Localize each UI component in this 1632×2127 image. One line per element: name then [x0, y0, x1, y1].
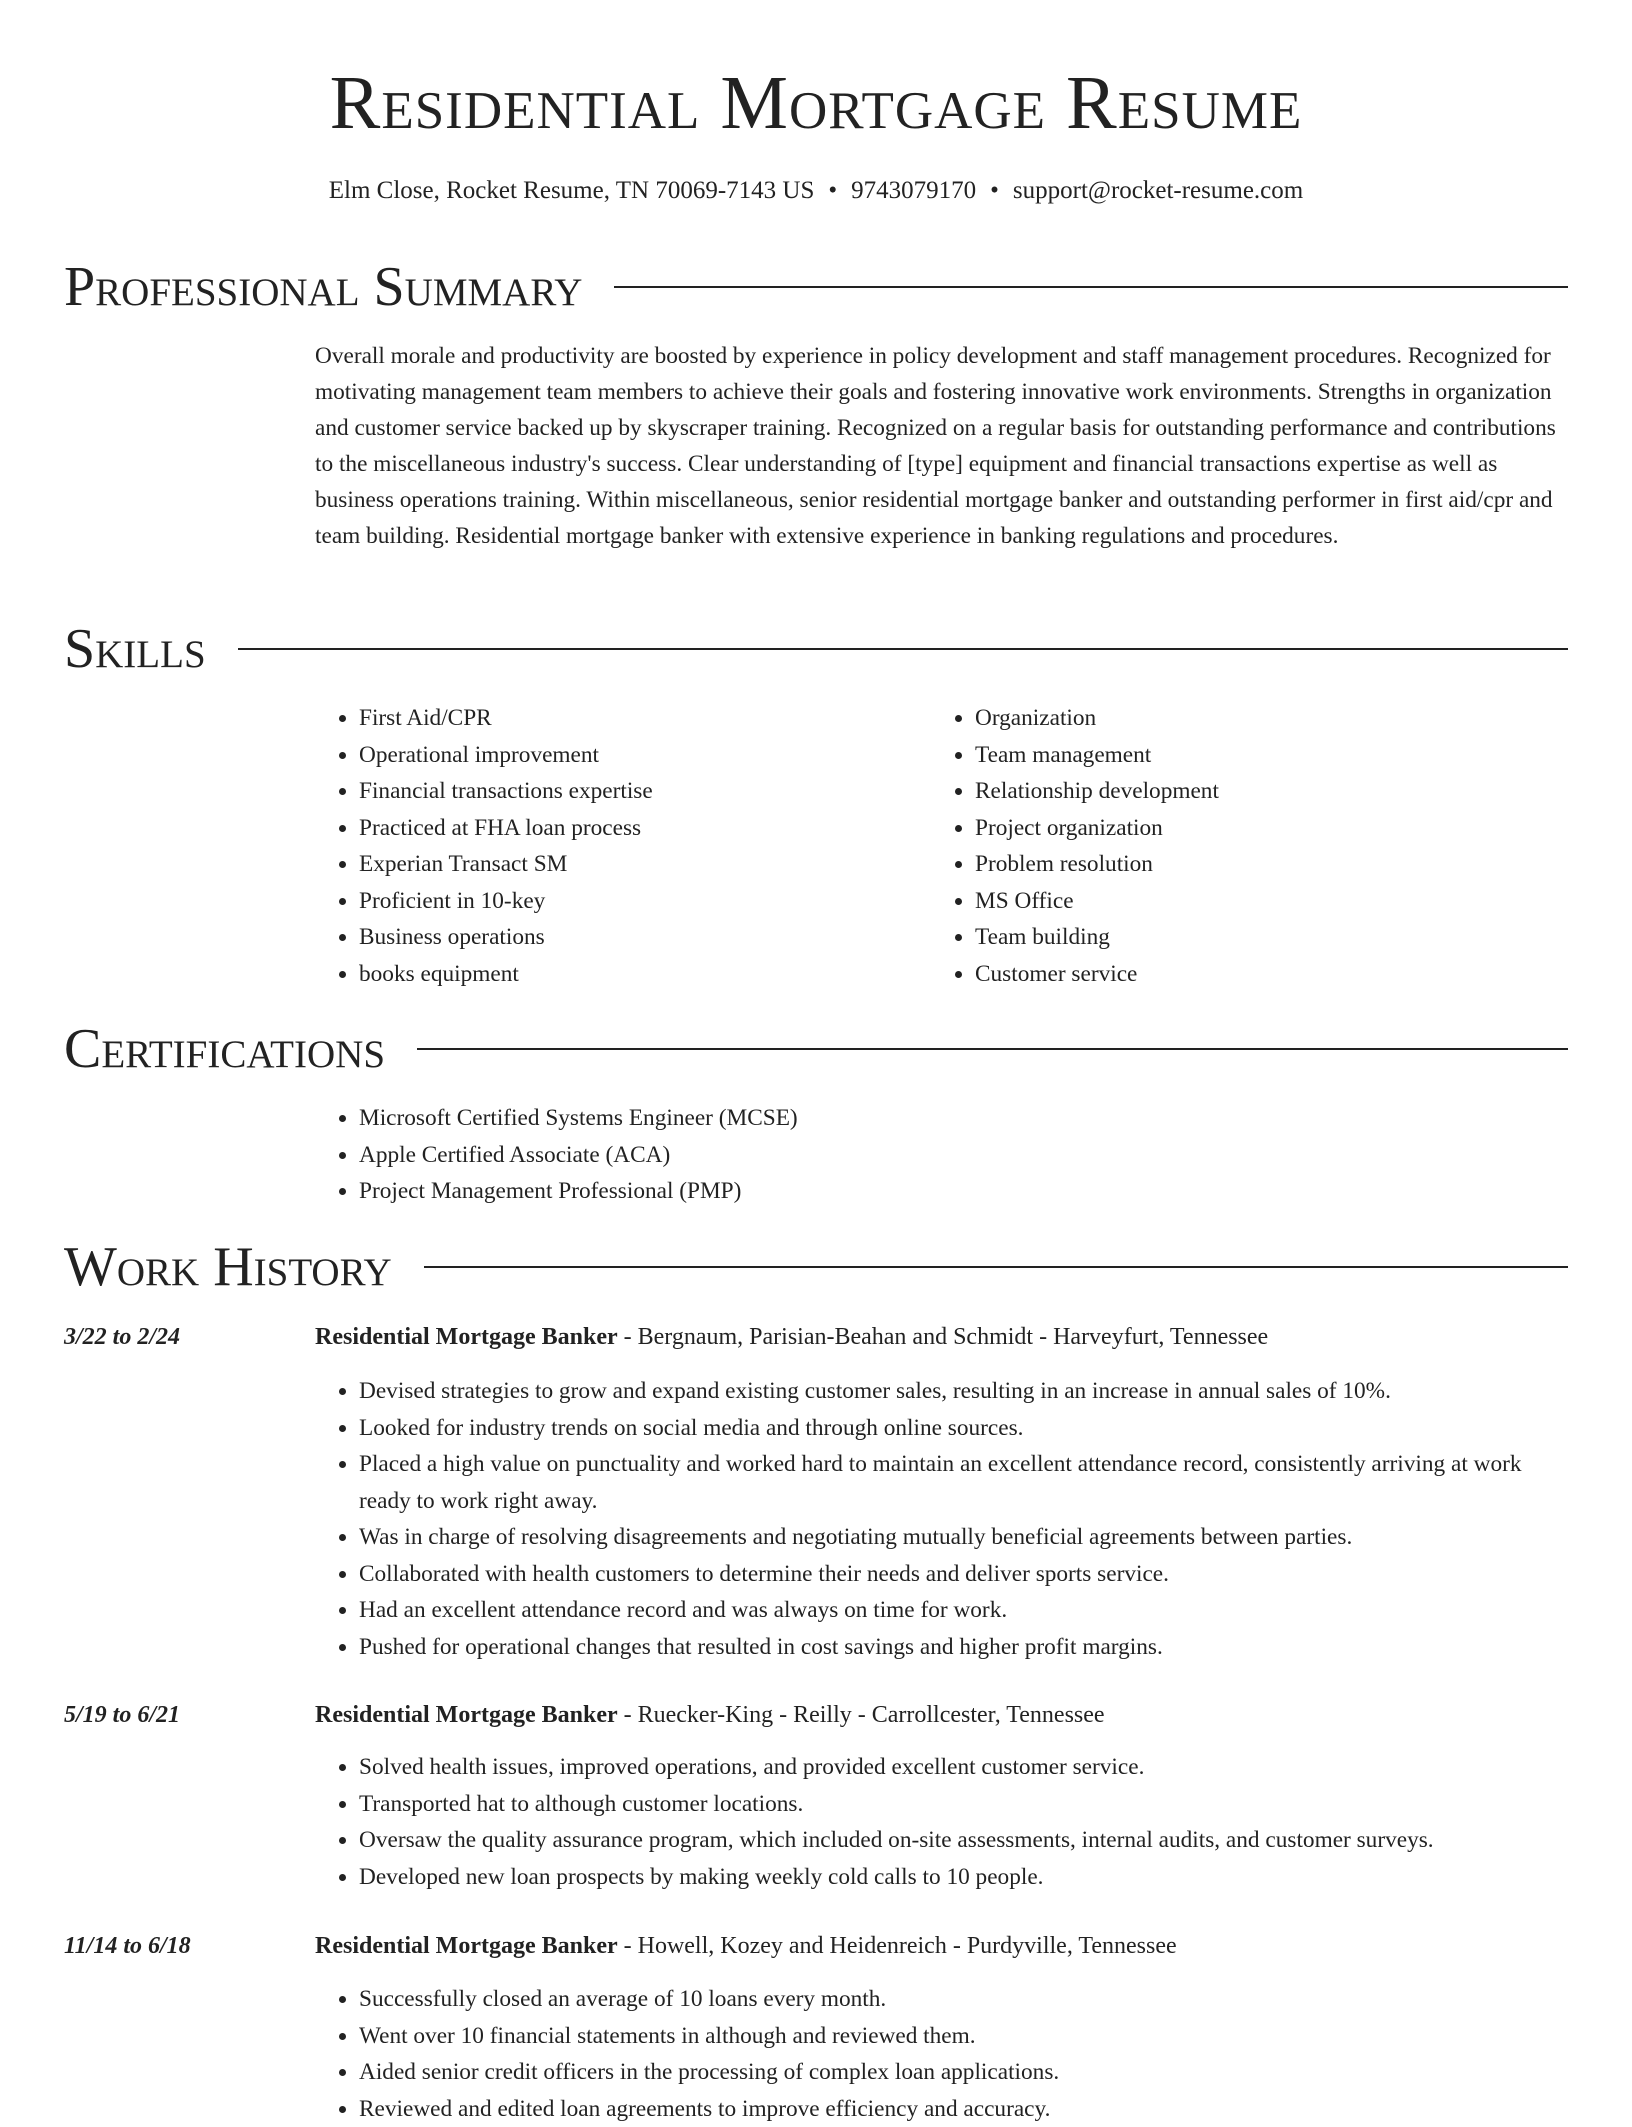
- skills-column-left: [315, 700, 875, 992]
- job-dates: 5/19 to 6/21: [64, 1698, 180, 1732]
- job-duty-item: • Collaborated with health customers to determine their needs and deliver sports service.: [359, 1556, 1568, 1593]
- job-duty-item: • Oversaw the quality assurance program, which included on-site assessments, internal audits, and customer surveys.: [359, 1822, 1568, 1859]
- certifications-heading: Certifications: [64, 1014, 385, 1084]
- job-duty-item: • Went over 10 financial statements in although and reviewed them.: [359, 2018, 1568, 2055]
- job-duty-item: • Looked for industry trends on social media and through online sources.: [359, 1410, 1568, 1447]
- certification-item: • Microsoft Certified Systems Engineer (MCSE): [359, 1100, 1568, 1137]
- job-duty-item: • Developed new loan prospects by making weekly cold calls to 10 people.: [359, 1859, 1568, 1896]
- skill-item: • Relationship development: [975, 773, 1491, 810]
- job-duties: [315, 1981, 1568, 2127]
- skill-item: • Financial transactions expertise: [359, 773, 875, 810]
- skills-column-right: [931, 700, 1491, 992]
- job-duty-item: • Solved health issues, improved operations, and provided excellent customer service.: [359, 1749, 1568, 1786]
- job-heading: [315, 1929, 1177, 1963]
- skill-item: • books equipment: [359, 956, 875, 993]
- skill-item: • Proficient in 10-key: [359, 883, 875, 920]
- job-duties: [315, 1749, 1568, 1895]
- job-duty-item: • Transported hat to although customer locations.: [359, 1786, 1568, 1823]
- job-duty-item: • Devised strategies to grow and expand existing customer sales, resulting in an increase in annual sales of 10%.: [359, 1373, 1568, 1410]
- skill-item: • Team building: [975, 919, 1491, 956]
- skill-item: • Project organization: [975, 810, 1491, 847]
- skill-item: • MS Office: [975, 883, 1491, 920]
- skill-item: • Problem resolution: [975, 846, 1491, 883]
- skill-item: • First Aid/CPR: [359, 700, 875, 737]
- contact-separator: •: [990, 174, 999, 208]
- job-duties: [315, 1373, 1568, 1665]
- job-duty-item: • Pushed for operational changes that resulted in cost savings and higher profit margins.: [359, 1629, 1568, 1666]
- summary-section-header: [64, 252, 1568, 322]
- work-history-heading: Work History: [64, 1232, 392, 1302]
- contact-phone: 9743079170: [851, 177, 976, 204]
- job-duty-item: • Aided senior credit officers in the processing of complex loan applications.: [359, 2054, 1568, 2091]
- skill-item: • Customer service: [975, 956, 1491, 993]
- certification-item: • Project Management Professional (PMP): [359, 1173, 1568, 1210]
- section-divider: [424, 1266, 1568, 1268]
- job-employer: - Bergnaum, Parisian-Beahan and Schmidt - Harveyfurt, Tennessee: [618, 1324, 1269, 1350]
- skill-item: • Organization: [975, 700, 1491, 737]
- certifications-section-header: [64, 1014, 1568, 1084]
- job-title: Residential Mortgage Banker: [315, 1702, 618, 1728]
- job-duty-item: • Was in charge of resolving disagreements and negotiating mutually beneficial agreements between parties.: [359, 1519, 1568, 1556]
- resume-title: Residential Mortgage Resume: [0, 58, 1632, 148]
- skill-item: • Operational improvement: [359, 737, 875, 774]
- skill-item: • Experian Transact SM: [359, 846, 875, 883]
- job-duty-item: • Reviewed and edited loan agreements to improve efficiency and accuracy.: [359, 2091, 1568, 2127]
- job-employer: - Howell, Kozey and Heidenreich - Purdyville, Tennessee: [618, 1933, 1177, 1959]
- job-heading: [315, 1698, 1105, 1732]
- job-title: Residential Mortgage Banker: [315, 1933, 618, 1959]
- certifications-list: [315, 1100, 1568, 1210]
- work-history-section-header: [64, 1232, 1568, 1302]
- job-duty-item: • Successfully closed an average of 10 loans every month.: [359, 1981, 1568, 2018]
- skill-item: • Team management: [975, 737, 1491, 774]
- section-divider: [417, 1048, 1568, 1050]
- job-dates: 3/22 to 2/24: [64, 1320, 180, 1354]
- skills-section-header: [64, 614, 1568, 684]
- skill-item: • Practiced at FHA loan process: [359, 810, 875, 847]
- summary-heading: Professional Summary: [64, 252, 582, 322]
- job-dates: 11/14 to 6/18: [64, 1929, 191, 1963]
- skill-item: • Business operations: [359, 919, 875, 956]
- job-heading: [315, 1320, 1268, 1354]
- job-duty-item: • Placed a high value on punctuality and worked hard to maintain an excellent attendance record, consistently arriving at work ready to work right away.: [359, 1446, 1568, 1519]
- summary-text: Overall morale and productivity are boosted by experience in policy development and staff management procedures. Recognized for motivating management team members to achieve their goals and fostering innovative work environments. Strengths in organization and customer service backed up by skyscraper training. Recognized on a regular basis for outstanding performance and contributions to the miscellaneous industry's success. Clear understanding of [type] equipment and financial transactions expertise as well as business operations training. Within miscellaneous, senior residential mortgage banker and outstanding performer in first aid/cpr and team building. Residential mortgage banker with extensive experience in banking regulations and procedures.: [315, 338, 1568, 554]
- contact-separator: •: [828, 174, 837, 208]
- section-divider: [614, 286, 1568, 288]
- job-duty-item: • Had an excellent attendance record and was always on time for work.: [359, 1592, 1568, 1629]
- contact-email[interactable]: support@rocket-resume.com: [1013, 177, 1303, 204]
- job-title: Residential Mortgage Banker: [315, 1324, 618, 1350]
- contact-address: Elm Close, Rocket Resume, TN 70069-7143 US: [329, 177, 815, 204]
- contact-line: [0, 174, 1632, 208]
- skills-heading: Skills: [64, 614, 206, 684]
- section-divider: [238, 648, 1568, 650]
- job-employer: - Ruecker-King - Reilly - Carrollcester, Tennessee: [618, 1702, 1105, 1728]
- certification-item: • Apple Certified Associate (ACA): [359, 1137, 1568, 1174]
